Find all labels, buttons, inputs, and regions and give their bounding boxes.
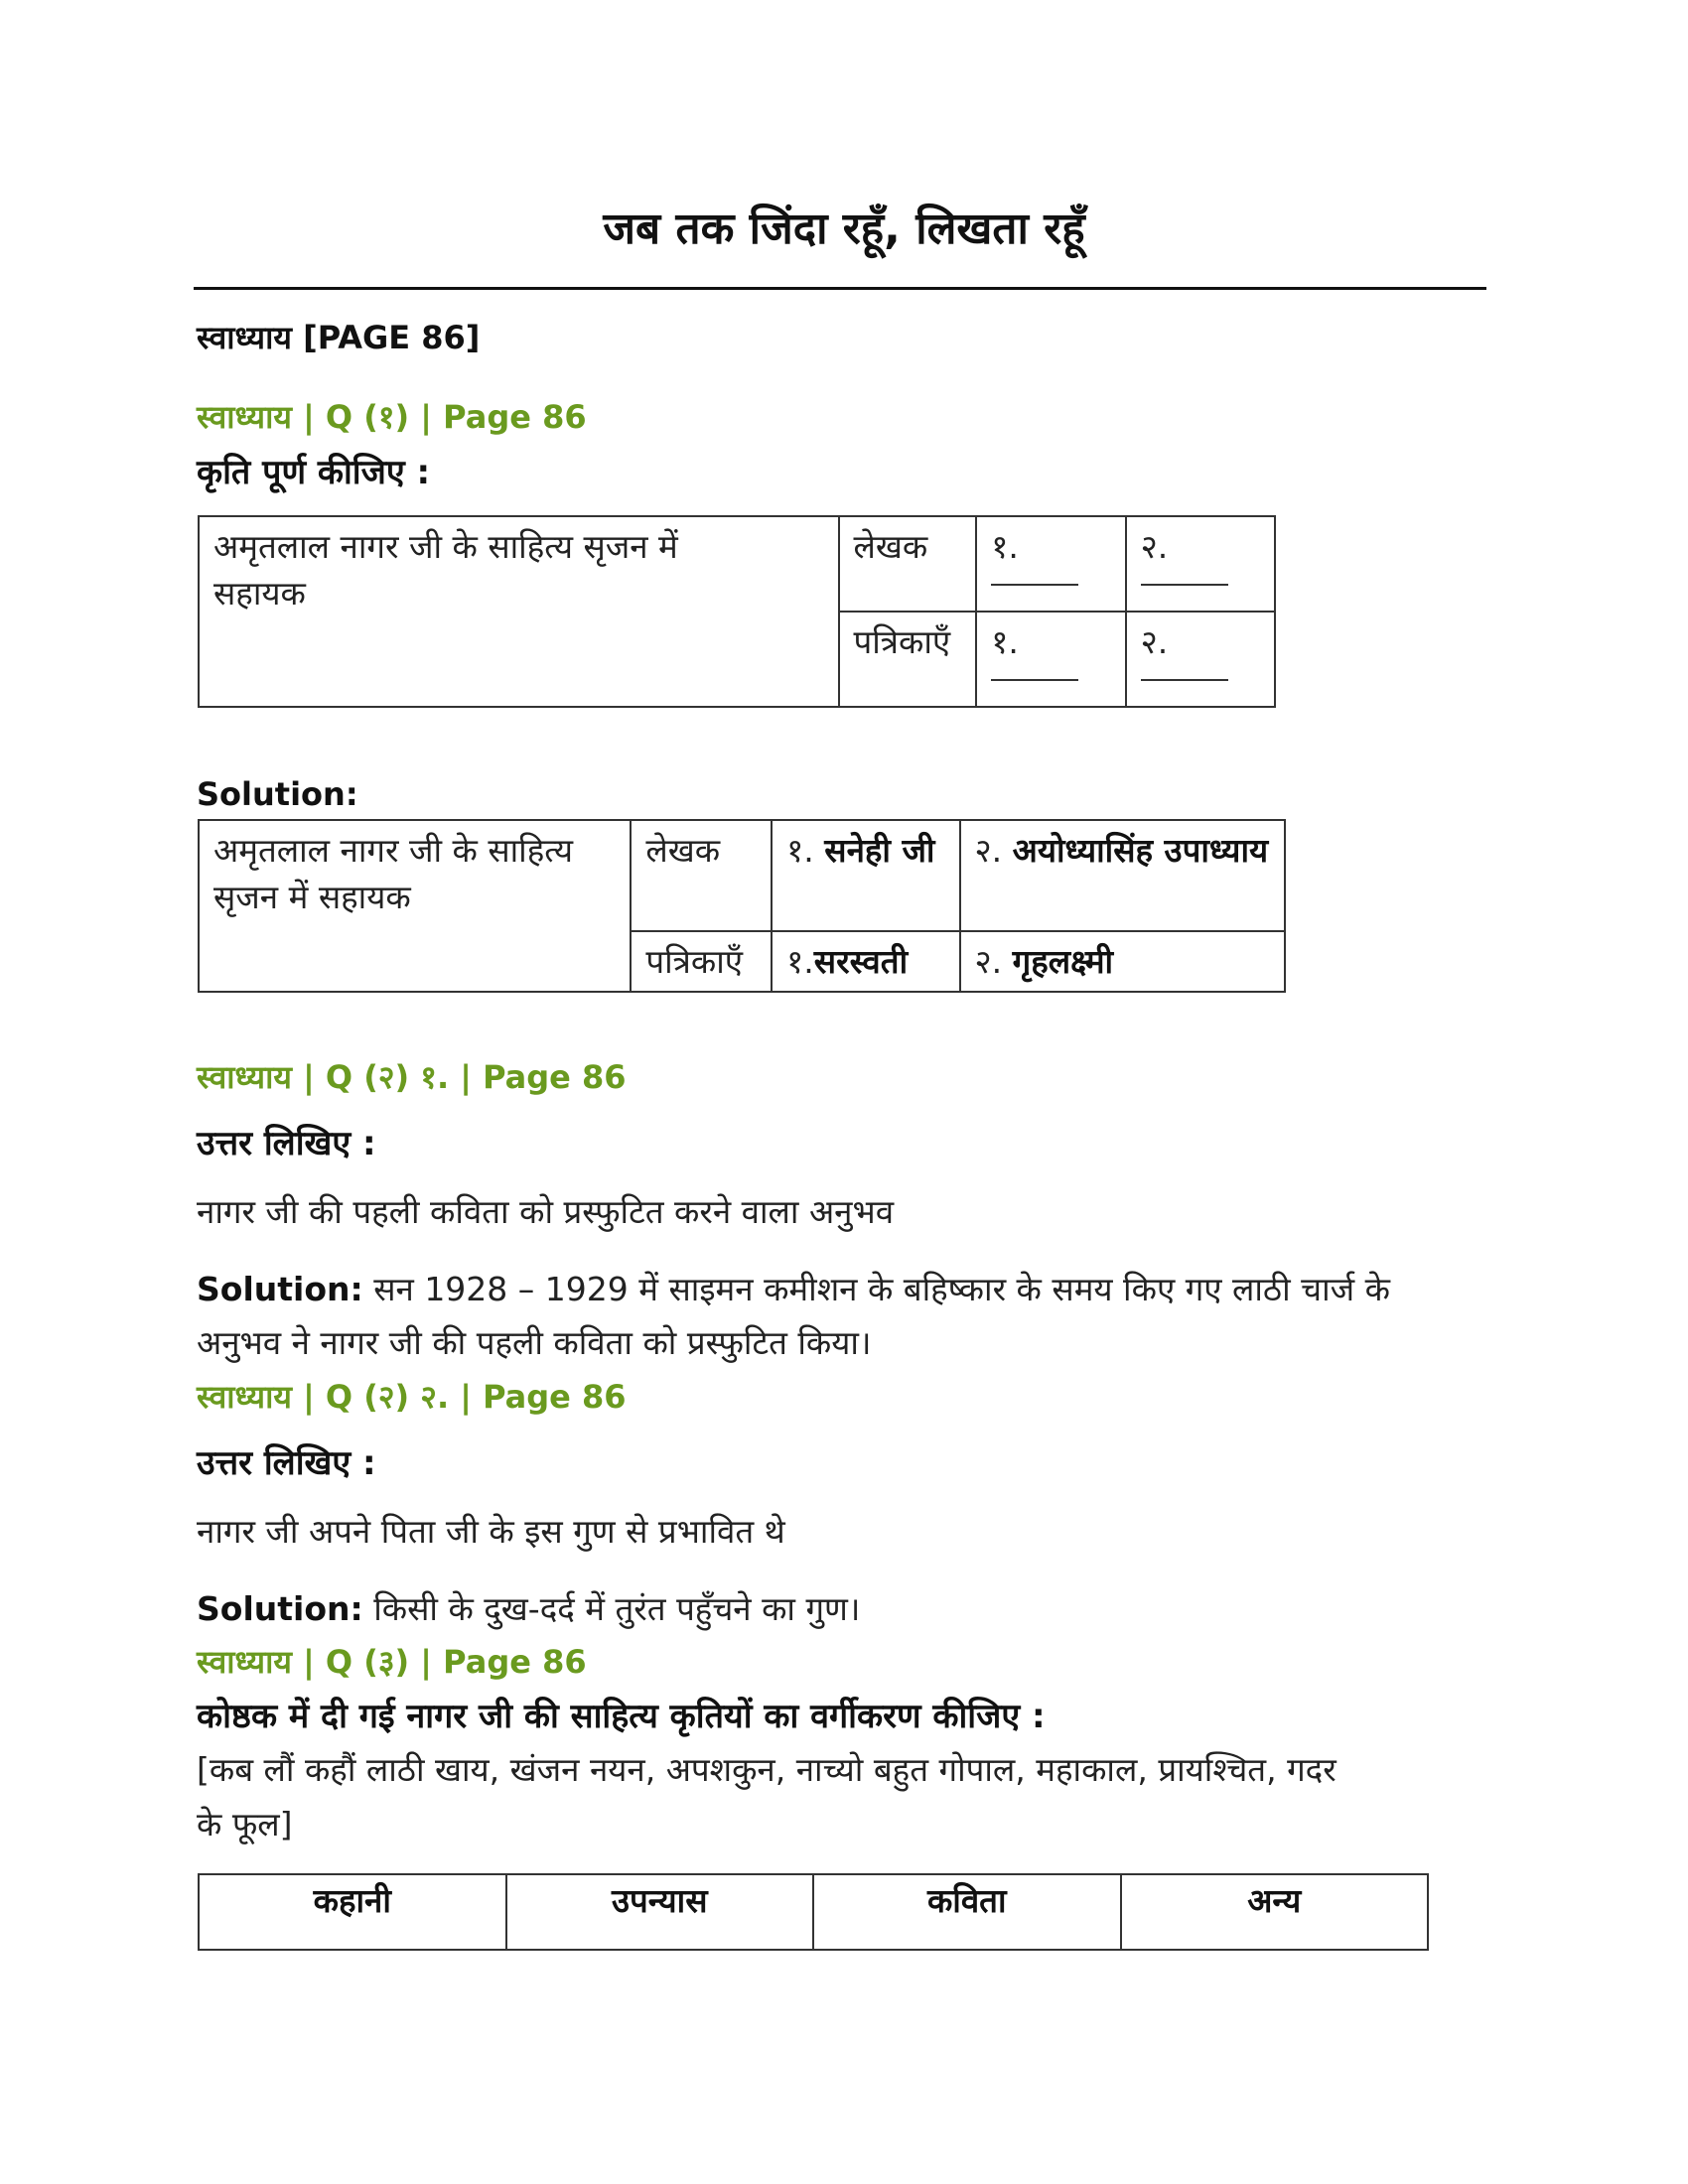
q3-col-kavita: कविता [813, 1874, 1121, 1950]
q2-1-question: उत्तर लिखिए : [197, 1124, 376, 1163]
q3-tag: स्वाध्याय | Q (३) | Page 86 [197, 1643, 587, 1681]
q1-table-row2-cell2 [1126, 612, 1275, 707]
title-divider [194, 287, 1486, 290]
q1-table-row1-cell1 [976, 516, 1125, 612]
answer-ayodhya-singh: अयोध्यासिंह उपाध्याय [1012, 831, 1269, 870]
q1-sol-row1-label: लेखक [631, 820, 772, 931]
q1-sol-row1-cell1: १. सनेही जी [772, 820, 959, 931]
q3-col-upanyas: उपन्यास [506, 1874, 814, 1950]
answer-saraswati: सरस्वती [813, 942, 909, 981]
q2-1-prompt: नागर जी की पहली कविता को प्रस्फुटित करने वाला अनुभव [197, 1192, 895, 1231]
q1-sol-row2-label: पत्रिकाएँ [631, 931, 772, 992]
q1-table-row1-label: लेखक [839, 516, 977, 612]
q2-2-prompt: नागर जी अपने पिता जी के इस गुण से प्रभावित थे [197, 1512, 785, 1551]
q3-options-line1: [कब लौं कहौं लाठी खाय, खंजन नयन, अपशकुन, नाच्यो बहुत गोपाल, महाकाल, प्रायश्चित, गदर [197, 1750, 1336, 1789]
section-heading: स्वाध्याय [PAGE 86] [197, 319, 481, 356]
answer-blank-line [991, 677, 1078, 681]
q1-sol-main: अमृतलाल नागर जी के साहित्य सृजन में सहायक [199, 820, 631, 992]
q2-1-tag: स्वाध्याय | Q (२) १. | Page 86 [197, 1058, 627, 1096]
answer-blank-line [991, 582, 1078, 586]
answer-blank-line [1141, 677, 1228, 681]
q2-2-solution-label: Solution: [197, 1589, 363, 1628]
q1-sol-row2-cell2: २. गृहलक्ष्मी [960, 931, 1286, 992]
q2-1-solution [197, 1266, 1390, 1310]
q1-table-num: २. [1140, 527, 1169, 566]
q2-2-question: उत्तर लिखिए : [197, 1443, 376, 1483]
q2-2-solution-text: किसी के दुख-दर्द में तुरंत पहुँचने का गुण। [373, 1589, 861, 1628]
q3-question: कोष्ठक में दी गई नागर जी की साहित्य कृतियों का वर्गीकरण कीजिए : [197, 1697, 1046, 1736]
answer-sanehi-ji: सनेही जी [824, 831, 935, 870]
page-title: जब तक जिंदा रहूँ, लिखता रहूँ [603, 204, 1085, 254]
q3-col-kahani: कहानी [199, 1874, 506, 1950]
q1-table-num: १. [991, 527, 1019, 566]
q1-sol-row1-cell2: २. अयोध्यासिंह उपाध्याय [960, 820, 1286, 931]
q1-solution-label: Solution: [197, 775, 358, 813]
q1-table-row2-label: पत्रिकाएँ [839, 612, 977, 707]
q3-col-anya: अन्य [1121, 1874, 1429, 1950]
q1-table-main: अमृतलाल नागर जी के साहित्य सृजन में सहायक [199, 516, 839, 707]
q1-solution-table [198, 819, 1286, 993]
q1-table-num: २. [1140, 622, 1169, 661]
answer-blank-line [1141, 582, 1228, 586]
answer-grihalakshmi: गृहलक्ष्मी [1012, 942, 1114, 981]
q2-1-solution-label: Solution: [197, 1270, 363, 1308]
q2-2-tag: स्वाध्याय | Q (२) २. | Page 86 [197, 1378, 627, 1416]
q1-question: कृति पूर्ण कीजिए : [197, 453, 431, 492]
q1-table-row2-cell1 [976, 612, 1125, 707]
q3-options-line2: के फूल] [197, 1805, 293, 1843]
q1-tag: स्वाध्याय | Q (१) | Page 86 [197, 398, 587, 436]
q1-question-table [198, 515, 1276, 708]
q1-sol-row2-cell1: १.सरस्वती [772, 931, 959, 992]
q2-1-solution-text: सन 1928 – 1929 में साइमन कमीशन के बहिष्कार के समय किए गए लाठी चार्ज के [373, 1270, 1390, 1308]
q1-table-num: १. [991, 622, 1019, 661]
q1-table-row1-cell2 [1126, 516, 1275, 612]
q2-2-solution [197, 1585, 860, 1630]
q2-1-solution-line2: अनुभव ने नागर जी की पहली कविता को प्रस्फुटित किया। [197, 1323, 872, 1362]
q3-classification-table [198, 1873, 1429, 1951]
